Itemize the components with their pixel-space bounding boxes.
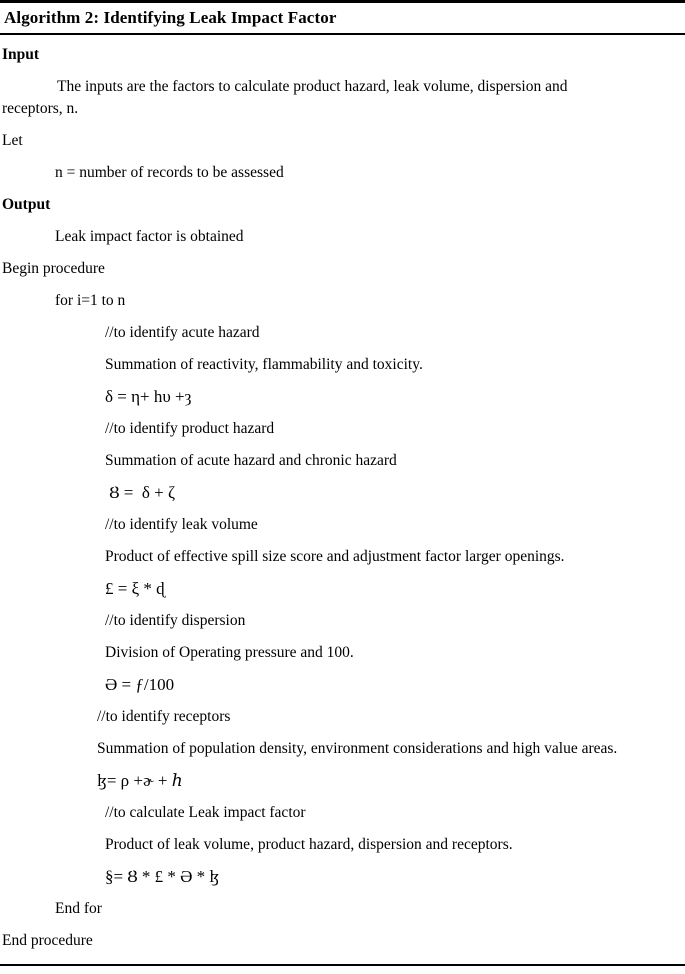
comment-line: //to identify dispersion [105,612,246,629]
text-line: for i=1 to n [55,292,126,309]
text-line: Summation of population density, environment considerations and high value areas. [97,740,618,757]
keyword-line: Input [2,46,40,63]
text-line: n = number of records to be assessed [55,164,284,181]
paragraph-line: The inputs are the factors to calculate product hazard, leak volume, dispersion and receptors, n. [2,78,572,117]
comment-line: //to calculate Leak impact factor [105,804,306,821]
text-line: Leak impact factor is obtained [55,228,244,245]
text-line: Summation of acute hazard and chronic hazard [105,452,397,469]
text-line: Product of leak volume, product hazard, dispersion and receptors. [105,836,513,853]
comment-line: //to identify leak volume [105,516,258,533]
text-line: Division of Operating pressure and 100. [105,644,354,661]
comment-line: //to identify receptors [97,708,231,725]
formula-line: ɮ= ρ +ɚ + ℎ [97,771,183,790]
formula-line: δ = η+ hυ +ȝ [105,387,192,406]
formula-line: §= Ȣ * £ * Ə * ɮ [105,867,220,886]
formula-line: Ə = ƒ/100 [105,675,175,694]
text-line: End for [55,900,102,917]
comment-line: //to identify product hazard [105,420,275,437]
text-line: Summation of reactivity, flammability and toxicity. [105,356,423,373]
text-line: Let [2,132,23,149]
bottom-rule [0,964,685,966]
text-line: Begin procedure [2,260,105,277]
formula-line: £ = ξ * ɖ [105,579,165,598]
text-line: Product of effective spill size score and adjustment factor larger openings. [105,548,565,565]
text-line: End procedure [2,932,93,949]
formula-line: Ȣ = δ + ζ [105,483,175,502]
comment-line: //to identify acute hazard [105,324,260,341]
keyword-line: Output [2,196,51,213]
algorithm-body [0,35,685,952]
algorithm-title: Algorithm 2: Identifying Leak Impact Factor [0,0,685,35]
